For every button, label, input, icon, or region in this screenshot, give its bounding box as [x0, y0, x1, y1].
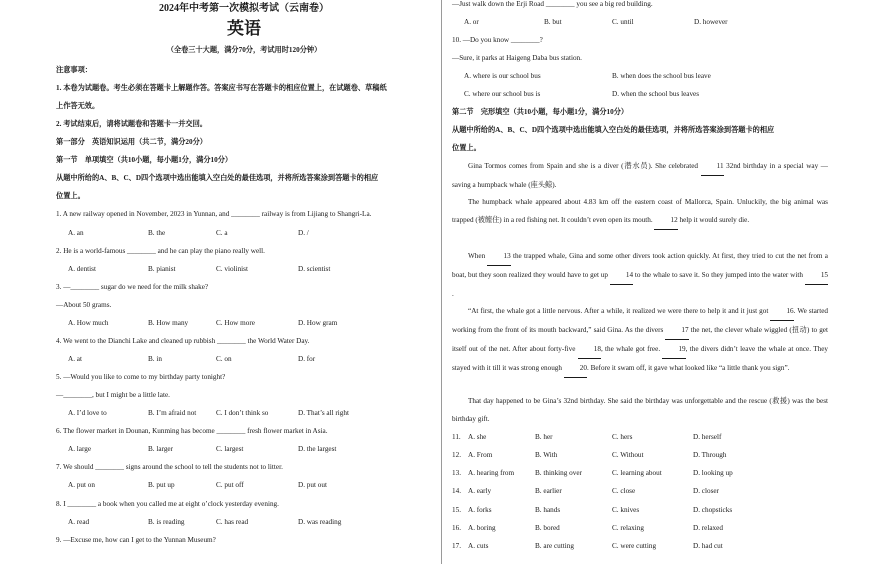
- q3-option-d: D. How gram: [298, 319, 338, 327]
- notice-heading: 注意事项：: [56, 66, 92, 74]
- q5-option-b: B. I’m afraid not: [148, 409, 197, 417]
- blank-17: 17: [665, 321, 688, 340]
- cloze-15-option-c: C. knives: [612, 506, 640, 514]
- q9-option-a: A. or: [464, 18, 479, 26]
- notice-2: 2. 考试结束后，请将试题卷和答题卡一并交回。: [56, 120, 207, 128]
- q4-option-a: A. at: [68, 355, 82, 363]
- q1-option-a: A. an: [68, 229, 84, 237]
- cloze-number-13: 13.: [452, 469, 461, 477]
- blank-12: 12: [654, 211, 677, 230]
- blank-15: 15: [805, 266, 828, 285]
- blank-13: 13: [487, 247, 510, 266]
- cloze-number-14: 14.: [452, 487, 461, 495]
- question-10a: 10. —Do you know ________?: [452, 36, 543, 44]
- question-9b: —Just walk down the Erji Road ________ you see a big red building.: [452, 0, 653, 8]
- blank-11: 11: [701, 157, 724, 176]
- cloze-number-11: 11.: [452, 433, 461, 441]
- section-1-instruction-a: 从题中所给的A、B、C、D四个选项中选出能填入空白处的最佳选项，并将所选答案涂到答题卡的相应: [56, 174, 379, 182]
- cloze-17-option-b: B. are cutting: [535, 542, 574, 550]
- q7-option-a: A. put on: [68, 481, 95, 489]
- q5-option-c: C. I don’t think so: [216, 409, 269, 417]
- notice-1a: 1. 本卷为试题卷。考生必须在答题卡上解题作答。答案应书写在答题卡的相应位置上，在试题卷、草稿纸: [56, 84, 387, 92]
- passage-paragraph-3: When 13 the trapped whale, Gina and some other divers took action quickly. At first, they tried to cut the net from a boat, but they soon realized they would have to get up 14 to the whale to save it. So they jumped into the water with 15.: [452, 247, 828, 303]
- q9-option-b: B. but: [544, 18, 562, 26]
- cloze-17-option-d: D. had cut: [693, 542, 723, 550]
- cloze-13-option-b: B. thinking over: [535, 469, 582, 477]
- q4-option-d: D. for: [298, 355, 316, 363]
- cloze-16-option-c: C. relaxing: [612, 524, 644, 532]
- exam-info: （全卷三十大题，满分70分，考试用时120分钟）: [166, 46, 322, 54]
- question-5a: 5. —Would you like to come to my birthday party tonight?: [56, 373, 226, 381]
- cloze-number-15: 15.: [452, 506, 461, 514]
- column-divider: [441, 0, 442, 564]
- q8-option-c: C. has read: [216, 518, 249, 526]
- cloze-12-option-d: D. Through: [693, 451, 727, 459]
- cloze-number-16: 16.: [452, 524, 461, 532]
- blank-16: 16: [770, 302, 793, 321]
- cloze-15-option-a: A. forks: [468, 506, 492, 514]
- q3-option-b: B. How many: [148, 319, 189, 327]
- passage-paragraph-2: The humpback whale appeared about 4.83 km off the eastern coast of Mallorca, Spain. Unluckily, the big animal was trapped (被缠住) in a red fishing net. It couldn’t even open its mouth. 12 help it would surely die.: [452, 193, 828, 230]
- q7-option-c: C. put off: [216, 481, 244, 489]
- question-5b: —________, but I might be a little late.: [56, 391, 170, 399]
- question-8: 8. I ________ a book when you called me at eight o’clock yesterday evening.: [56, 500, 279, 508]
- cloze-11-option-a: A. she: [468, 433, 487, 441]
- question-10b: —Sure, it parks at Haigeng Daba bus station.: [452, 54, 582, 62]
- section-1-instruction-b: 位置上。: [56, 192, 85, 200]
- question-4: 4. We went to the Dianchi Lake and cleaned up rubbish ________ the World Water Day.: [56, 337, 310, 345]
- cloze-11-option-d: D. herself: [693, 433, 722, 441]
- q4-option-b: B. in: [148, 355, 162, 363]
- cloze-16-option-b: B. bored: [535, 524, 560, 532]
- cloze-14-option-c: C. close: [612, 487, 636, 495]
- q6-option-a: A. large: [68, 445, 92, 453]
- blank-19: 19: [662, 340, 685, 359]
- blank-14: 14: [610, 266, 633, 285]
- cloze-17-option-c: C. were cutting: [612, 542, 657, 550]
- q5-option-a: A. I’d love to: [68, 409, 107, 417]
- q6-option-d: D. the largest: [298, 445, 337, 453]
- question-7: 7. We should ________ signs around the school to tell the students not to litter.: [56, 463, 283, 471]
- cloze-12-option-b: B. With: [535, 451, 558, 459]
- q10-option-a: A. where is our school bus: [464, 72, 541, 80]
- q3-option-c: C. How more: [216, 319, 255, 327]
- q1-option-b: B. the: [148, 229, 166, 237]
- q8-option-d: D. was reading: [298, 518, 342, 526]
- passage-paragraph-1: Gina Tormos comes from Spain and she is a diver (潜水员). She celebrated 11 32nd birthday in a special way — saving a humpback whale (座头鲸).: [452, 157, 828, 194]
- cloze-12-option-a: A. From: [468, 451, 493, 459]
- question-3b: —About 50 grams.: [56, 301, 112, 309]
- q1-option-c: C. a: [216, 229, 228, 237]
- question-1: 1. A new railway opened in November, 2023 in Yunnan, and ________ railway is from Lijiang to Shangri-La.: [56, 210, 372, 218]
- q1-option-d: D. /: [298, 229, 309, 237]
- q3-option-a: A. How much: [68, 319, 109, 327]
- q2-option-a: A. dentist: [68, 265, 96, 273]
- cloze-16-option-d: D. relaxed: [693, 524, 723, 532]
- section-1-heading: 第一节 单项填空（共10小题，每小题1分，满分10分）: [56, 156, 233, 164]
- question-9: 9. —Excuse me, how can I get to the Yunnan Museum?: [56, 536, 216, 544]
- passage-paragraph-4: “At first, the whale got a little nervous. After a while, it realized we were there to help it and it just got 16. We started working from the front of its mouth backward,” said Gina. As the divers 17 the net, the clever whale wiggled (扭动) to get itself out of the net. After about forty-five 18, the whale got free. 19, the divers didn’t leave the whale at once. They stayed with it till it was strong enough 20. Before it swam off, it gave what looked like “a little thank you sign”.: [452, 302, 828, 378]
- cloze-15-option-b: B. hands: [535, 506, 561, 514]
- cloze-12-option-c: C. Without: [612, 451, 644, 459]
- cloze-13-option-d: D. looking up: [693, 469, 733, 477]
- q10-option-d: D. when the school bus leaves: [612, 90, 700, 98]
- cloze-14-option-a: A. early: [468, 487, 492, 495]
- notice-1b: 上作答无效。: [56, 102, 100, 110]
- cloze-11-option-b: B. her: [535, 433, 553, 441]
- q8-option-a: A. read: [68, 518, 90, 526]
- cloze-15-option-d: D. chopsticks: [693, 506, 733, 514]
- q10-option-b: B. when does the school bus leave: [612, 72, 711, 80]
- q2-option-c: C. violinist: [216, 265, 248, 273]
- subject-title: 英语: [227, 19, 261, 38]
- cloze-17-option-a: A. cuts: [468, 542, 489, 550]
- cloze-number-17: 17.: [452, 542, 461, 550]
- q9-option-d: D. however: [694, 18, 728, 26]
- q2-option-b: B. pianist: [148, 265, 176, 273]
- question-3a: 3. —________ sugar do we need for the milk shake?: [56, 283, 209, 291]
- q6-option-b: B. larger: [148, 445, 174, 453]
- cloze-14-option-d: D. closer: [693, 487, 719, 495]
- passage-paragraph-5: That day happened to be Gina’s 32nd birthday. She said the birthday was unforgettable and the rescue (救援) was the best birthday gift.: [452, 397, 828, 423]
- cloze-16-option-a: A. boring: [468, 524, 496, 532]
- part-1-heading: 第一部分 英语知识运用（共二节，满分20分）: [56, 138, 207, 146]
- q7-option-d: D. put out: [298, 481, 327, 489]
- q7-option-b: B. put up: [148, 481, 175, 489]
- section-2-instruction-b: 位置上。: [452, 144, 481, 152]
- cloze-13-option-a: A. hearing from: [468, 469, 515, 477]
- question-2: 2. He is a world-famous ________ and he can play the piano really well.: [56, 247, 265, 255]
- cloze-11-option-c: C. hers: [612, 433, 633, 441]
- cloze-number-12: 12.: [452, 451, 461, 459]
- exam-title: 2024年中考第一次模拟考试（云南卷）: [159, 3, 329, 14]
- blank-18: 18: [578, 340, 601, 359]
- q6-option-c: C. largest: [216, 445, 244, 453]
- cloze-14-option-b: B. earlier: [535, 487, 562, 495]
- q5-option-d: D. That’s all right: [298, 409, 349, 417]
- cloze-13-option-c: C. learning about: [612, 469, 662, 477]
- q2-option-d: D. scientist: [298, 265, 331, 273]
- q9-option-c: C. until: [612, 18, 634, 26]
- section-2-heading: 第二节 完形填空（共10小题，每小题1分，满分10分）: [452, 108, 629, 116]
- section-2-instruction-a: 从题中所给的A、B、C、D四个选项中选出能填入空白处的最佳选项，并将所选答案涂到答题卡的相应: [452, 126, 775, 134]
- q4-option-c: C. on: [216, 355, 232, 363]
- q8-option-b: B. is reading: [148, 518, 185, 526]
- question-6: 6. The flower market in Dounan, Kunming has become ________ fresh flower market in Asia.: [56, 427, 328, 435]
- blank-20: 20: [564, 359, 587, 378]
- q10-option-c: C. where our school bus is: [464, 90, 541, 98]
